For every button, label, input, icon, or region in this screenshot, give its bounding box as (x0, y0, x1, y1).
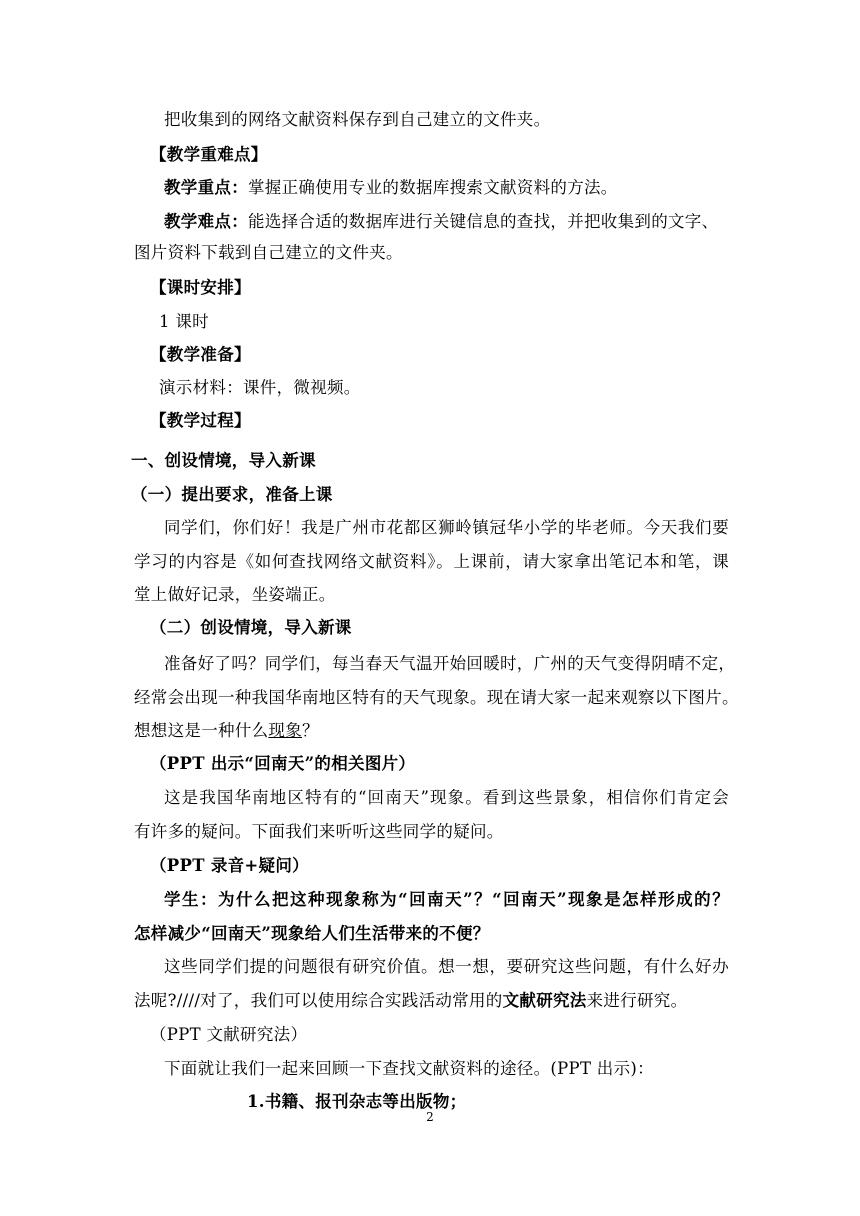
heading-preparation: 【教学准备】 (150, 345, 251, 364)
ppt-note-1: （PPT 出示“回南天”的相关图片） (150, 754, 416, 773)
method-term: 文献研究法 (502, 991, 587, 1010)
page-number: 2 (426, 1110, 434, 1124)
difficulty-text: 能选择合适的数据库进行关键信息的查找，并把收集到的文字、 (248, 212, 719, 231)
paragraph-4-line-2 (134, 989, 734, 1013)
heading-key-points: 【教学重难点】 (150, 145, 268, 164)
underlined-word: 现象 (268, 721, 303, 740)
paragraph-4-text: 法呢?////对了，我们可以使用综合实践活动常用的 (134, 991, 503, 1010)
intro-text: 把收集到的网络文献资料保存到自己建立的文件夹。 (164, 110, 551, 129)
schedule-text: 1 课时 (159, 312, 209, 331)
paragraph-2-line-3 (134, 719, 734, 743)
paragraph-2-text: 想想这是一种什么 (134, 721, 269, 740)
section-1a-title: （一）提出要求，准备上课 (131, 485, 333, 504)
difficulty-label: 教学难点： (164, 212, 248, 231)
paragraph-1-line-2: 学习的内容是《如何查找网络文献资料》。上课前，请大家拿出笔记本和笔，课 (134, 552, 729, 571)
paragraph-3-line-2: 有许多的疑问。下面我们来听听这些同学的疑问。 (134, 822, 504, 841)
student-question-line-1: 学生：为什么把这种现象称为“回南天”？“回南天”现象是怎样形成的？ (164, 890, 729, 909)
paragraph-4-end: 来进行研究。 (586, 991, 688, 1010)
paragraph-5: 下面就让我们一起来回顾一下查找文献资料的途径。(PPT 出示)： (164, 1059, 654, 1078)
paragraph-3-line-1: 这是我国华南地区特有的“回南天”现象。看到这些景象，相信你们肯定会 (164, 788, 729, 807)
difficulty-text-cont: 图片资料下载到自己建立的文件夹。 (134, 243, 403, 262)
preparation-text: 演示材料：课件，微视频。 (159, 378, 361, 397)
heading-schedule: 【课时安排】 (150, 278, 251, 297)
paragraph-2-line-2: 经常会出现一种我国华南地区特有的天气现象。现在请大家一起来观察以下图片。 (134, 688, 739, 707)
list-item-1: 1.书籍、报刊杂志等出版物； (247, 1092, 467, 1111)
paragraph-4-line-1: 这些同学们提的问题很有研究价值。想一想，要研究这些问题，有什么好办 (164, 957, 729, 976)
paragraph-1-line-3: 堂上做好记录，坐姿端正。 (134, 585, 336, 604)
section-1b-title: （二）创设情境，导入新课 (150, 618, 352, 637)
paragraph-2-line-1: 准备好了吗？同学们，每当春天气温开始回暖时，广州的天气变得阴晴不定， (164, 654, 736, 673)
difficulty-line (164, 210, 764, 234)
student-question-line-2: 怎样减少“回南天”现象给人们生活带来的不便？ (134, 924, 490, 943)
key-point-label: 教学重点： (164, 178, 248, 197)
ppt-note-2: （PPT 录音+疑问） (150, 856, 309, 875)
section-1-title: 一、创设情境，导入新课 (131, 451, 316, 470)
key-point-line (164, 176, 764, 200)
paragraph-1-line-1: 同学们，你们好！我是广州市花都区狮岭镇冠华小学的毕老师。今天我们要 (164, 518, 729, 537)
ppt-note-3: （PPT 文献研究法） (150, 1025, 308, 1044)
key-point-text: 掌握正确使用专业的数据库搜索文献资料的方法。 (248, 178, 618, 197)
paragraph-2-end: ？ (302, 721, 319, 740)
heading-process: 【教学过程】 (150, 411, 251, 430)
